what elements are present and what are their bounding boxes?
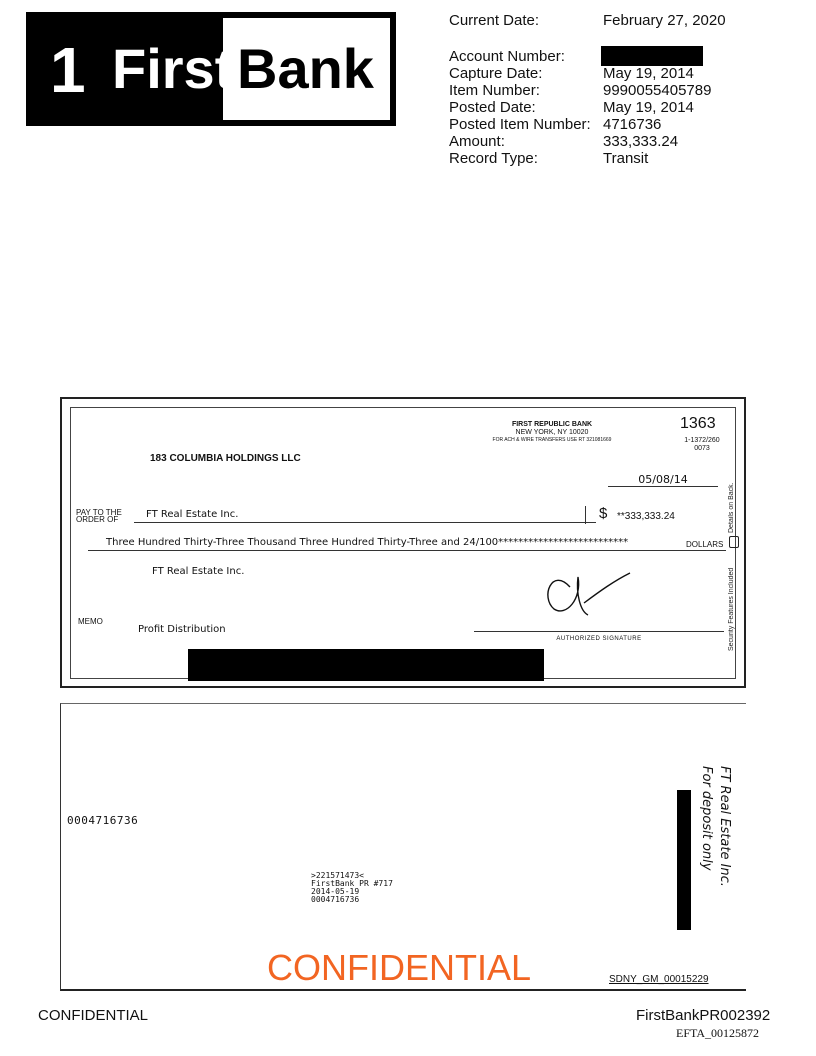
- bates-number: SDNY_GM_00015229: [609, 974, 709, 985]
- signature-line: [474, 631, 724, 632]
- routing-fraction: 1-1372/260: [684, 437, 720, 444]
- item-number-value: 9990055405789: [603, 82, 712, 99]
- logo-number: 1: [50, 34, 84, 106]
- check-number: 1363: [680, 415, 716, 432]
- posted-date-label: Posted Date:: [449, 99, 536, 116]
- posted-date-value: May 19, 2014: [603, 99, 694, 116]
- memo-text: Profit Distribution: [138, 624, 226, 635]
- signature-scribble: [522, 557, 642, 627]
- bank-wire-info: FOR ACH & WIRE TRANSFERS USE RT 321081669: [492, 437, 612, 443]
- capture-date-label: Capture Date:: [449, 65, 543, 82]
- side-text-details: Details on Back.: [728, 482, 735, 533]
- current-date-value: February 27, 2020: [603, 12, 726, 29]
- bank-city: NEW YORK, NY 10020: [515, 429, 589, 436]
- firstbank-logo: [26, 12, 396, 126]
- bank-stamp-line-2: FirstBank PR #717: [311, 879, 393, 888]
- payer-name: 183 COLUMBIA HOLDINGS LLC: [150, 453, 301, 464]
- footer-confidential: CONFIDENTIAL: [38, 1007, 149, 1024]
- check-amount: **333,333.24: [617, 511, 675, 522]
- amount-bracket: [585, 506, 586, 524]
- bank-stamp-line-3: 2014-05-19: [311, 887, 360, 896]
- account-number-label: Account Number:: [449, 48, 565, 65]
- confidential-stamp: CONFIDENTIAL: [267, 947, 532, 988]
- amount-in-words: Three Hundred Thirty-Three Thousand Three Hundred Thirty-Three and 24/100**************************: [88, 537, 726, 551]
- current-date-label: Current Date:: [449, 12, 540, 29]
- micr-redaction: [188, 649, 544, 681]
- footer-efta-number: EFTA_00125872: [676, 1026, 760, 1040]
- logo-word-bank: Bank: [237, 37, 374, 100]
- bank-stamp-line-1: >221571473<: [311, 871, 364, 880]
- lock-icon: [729, 536, 739, 548]
- check-front-image: [60, 397, 746, 688]
- posted-item-number-value: 4716736: [603, 116, 662, 133]
- account-number-redaction: [601, 46, 703, 66]
- endorsement-line-2: For deposit only: [699, 766, 714, 871]
- payee-line: FT Real Estate Inc.: [134, 509, 596, 523]
- posted-item-number-label: Posted Item Number:: [449, 116, 591, 133]
- signature-label: AUTHORIZED SIGNATURE: [556, 636, 642, 642]
- endorsement-redaction: [677, 790, 691, 930]
- dollars-label: DOLLARS: [686, 540, 724, 549]
- payee-address: FT Real Estate Inc.: [152, 566, 245, 577]
- side-text-security: Security Features Included: [728, 567, 735, 651]
- record-type-value: Transit: [603, 150, 649, 167]
- amount-value: 333,333.24: [603, 133, 679, 150]
- capture-date-value: May 19, 2014: [603, 65, 694, 82]
- pay-to-label: [76, 509, 122, 523]
- amount-label: Amount:: [449, 133, 505, 150]
- check-date: 05/08/14: [608, 473, 718, 487]
- pay-to-label-line-2: ORDER OF: [76, 515, 119, 524]
- footer-document-id: FirstBankPR002392: [636, 1007, 771, 1024]
- bank-name: FIRST REPUBLIC BANK: [511, 421, 593, 428]
- bank-stamp-line-4: 0004716736: [311, 895, 360, 904]
- logo-word-first: First: [112, 37, 234, 100]
- routing-sub: 0073: [694, 445, 710, 452]
- memo-label: MEMO: [78, 617, 103, 626]
- handwritten-endorsement: [697, 766, 733, 887]
- check-back-image: [60, 703, 746, 991]
- dollar-sign: $: [599, 505, 608, 522]
- bank-stamp: [311, 872, 393, 904]
- record-type-label: Record Type:: [449, 150, 538, 167]
- endorsement-line-1: FT Real Estate Inc.: [717, 766, 732, 887]
- item-number-label: Item Number:: [449, 82, 540, 99]
- pay-to-label-line-1: PAY TO THE: [76, 508, 122, 517]
- back-item-number: 0004716736: [67, 814, 139, 827]
